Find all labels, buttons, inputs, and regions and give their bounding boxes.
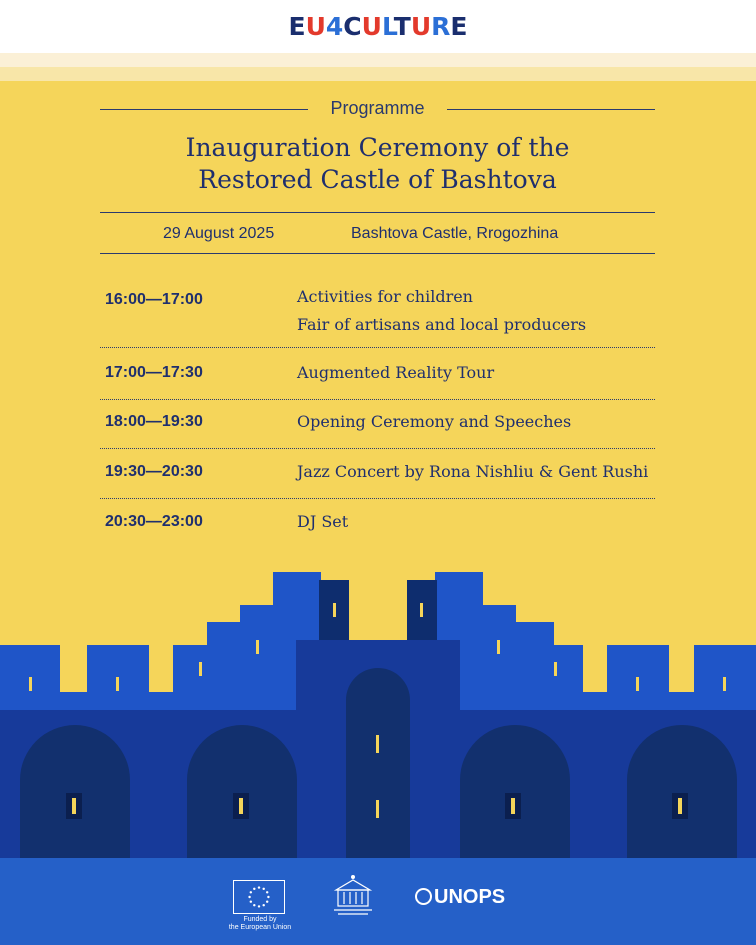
activity-item: Fair of artisans and local producers	[297, 315, 587, 334]
logo-letter: E	[450, 12, 468, 41]
eu4culture-logo	[0, 12, 756, 41]
schedule-activity	[297, 408, 571, 436]
logo-letter: U	[410, 12, 432, 41]
footer-bar	[0, 858, 756, 945]
activity-item: Jazz Concert by Rona Nishliu & Gent Rushi	[297, 462, 649, 481]
schedule-divider	[100, 448, 655, 449]
logo-letter: U	[361, 12, 382, 41]
logo-letter: U	[305, 12, 326, 41]
eu-flag-icon	[233, 880, 285, 914]
logo-letter: E	[288, 12, 306, 41]
schedule-activity	[297, 359, 494, 387]
eu-funding-text	[218, 916, 302, 932]
eu-funding-line-2: the European Union	[228, 924, 292, 931]
logo-letter: T	[393, 12, 411, 41]
unops-logo	[415, 886, 505, 909]
unops-text: UNOPS	[434, 886, 506, 908]
un-globe-icon	[415, 888, 432, 905]
castle-illustration	[0, 560, 756, 860]
event-title-line-1: Inauguration Ceremony of the	[185, 133, 570, 162]
schedule-time: 20:30—23:00	[105, 513, 203, 530]
divider-bottom	[100, 253, 655, 254]
activity-item: Activities for children	[297, 287, 473, 306]
eu-funding-line-1: Funded by	[243, 916, 277, 923]
schedule-divider	[100, 399, 655, 400]
header-strip-2	[0, 67, 756, 81]
government-emblem-icon	[330, 872, 376, 918]
schedule-time: 18:00—19:30	[105, 413, 203, 430]
schedule-time: 16:00—17:00	[105, 291, 203, 308]
header-strip	[0, 53, 756, 67]
programme-label: Programme	[330, 98, 425, 118]
event-title-line-2: Restored Castle of Bashtova	[198, 165, 557, 194]
event-title	[100, 132, 655, 196]
schedule-time: 19:30—20:30	[105, 463, 203, 480]
schedule-divider	[100, 498, 655, 499]
logo-letter: L	[381, 12, 394, 41]
programme-heading	[100, 98, 655, 122]
schedule-activity	[297, 458, 648, 486]
logo-letter: C	[343, 12, 362, 41]
schedule-activity	[297, 508, 348, 536]
schedule-divider	[100, 347, 655, 348]
schedule-activity	[297, 283, 586, 339]
event-date: 29 August 2025	[163, 225, 275, 242]
logo-letter: 4	[325, 12, 344, 41]
activity-item: Opening Ceremony and Speeches	[297, 412, 572, 431]
activity-item: DJ Set	[297, 512, 349, 531]
event-location: Bashtova Castle, Rrogozhina	[351, 225, 559, 242]
activity-item: Augmented Reality Tour	[297, 363, 495, 382]
schedule-time: 17:00—17:30	[105, 364, 203, 381]
logo-letter: R	[431, 12, 451, 41]
divider-top	[100, 212, 655, 213]
